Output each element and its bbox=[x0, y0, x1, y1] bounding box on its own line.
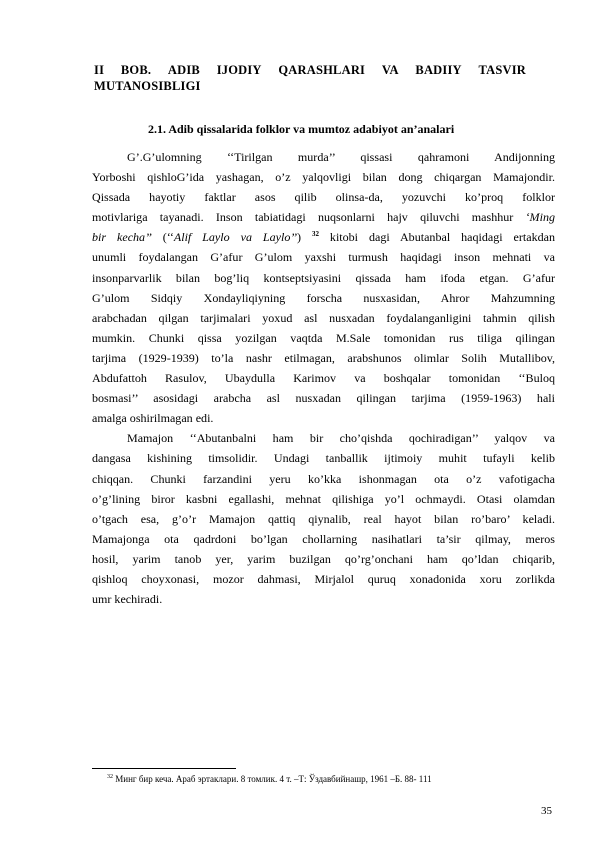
footnote-text: Минг бир кеча. Араб эртаклари. 8 томлик. 4 т. –Т: Ўздавбийнашр, 1961 –Б. 88- 111 bbox=[113, 774, 432, 784]
chapter-word: QARASHLARI bbox=[278, 63, 366, 77]
text-line: o’g’lining biror kasbni egallashi, mehnat qilishiga yo’l ochmaydi. Otasi olamdan bbox=[92, 491, 555, 506]
text-segment: kitobi dagi Abutanbal haqidagi ertakdan bbox=[318, 230, 555, 245]
book-title-italic: bir kecha’’ bbox=[92, 230, 152, 245]
chapter-word: II bbox=[94, 63, 105, 77]
text-line: tarjima (1929-1939) to’la nashr etilmagan, arabshunos olimlar Solih Mutallibov, bbox=[92, 350, 555, 365]
chapter-word: ADIB bbox=[167, 63, 200, 77]
text-line: umr kechiradi. bbox=[92, 592, 163, 607]
paragraph-2 bbox=[92, 428, 555, 609]
text-segment: (‘‘ bbox=[151, 230, 174, 245]
text-line: G’ulom Sidqiy Xondayliqiyning forscha nusxasidan, Ahror Mahzumning bbox=[92, 290, 555, 305]
footnote-number: 32 bbox=[107, 774, 113, 780]
book-title-italic: ‘Ming bbox=[513, 210, 555, 225]
chapter-title-line-1 bbox=[94, 62, 526, 78]
text-line bbox=[92, 207, 555, 227]
text-line: o’tgach esa, g’o’r Mamajon qattiq qiynalib, real hayot bilan ro’baro’ keladi. bbox=[92, 511, 555, 526]
text-line: insonparvarlik bilan bog’liq kontseptsiyasini qissada ham ifoda etgan. G’afur bbox=[92, 270, 555, 285]
text-line: hosil, yarim tanob yer, yarim buzilgan qo’rg’onchani ham qo’ldan chiqarib, bbox=[92, 551, 555, 566]
text-line: amalga oshirilmagan edi. bbox=[92, 411, 214, 426]
text-line: Mamajon ‘‘Abutanbalni ham bir cho’qishda qochiradigan’’ yalqov va bbox=[127, 431, 555, 446]
text-line: Yorboshi qishloG’ida yashagan, o’z yalqovligi bilan dong chiqargan Mamajondir. bbox=[92, 170, 555, 185]
body-text bbox=[92, 147, 555, 609]
text-line: bosmasi’’ asosidagi arabcha asl nusxadan qilingan tarjima (1959-1963) hali bbox=[92, 391, 555, 406]
text-line: unumli foydalangan G’afur G’ulom yaxshi turmush haqidagi inson mehnati va bbox=[92, 250, 555, 265]
chapter-word: TASVIR bbox=[478, 63, 526, 77]
chapter-word: VA bbox=[381, 63, 399, 77]
text-line: arabchadan qilgan tarjimalari yoxud asl nusxadan foydalanganligini tahmin qilish bbox=[92, 310, 555, 325]
section-title: 2.1. Adib qissalarida folklor va mumtoz adabiyot an’analari bbox=[148, 122, 455, 136]
chapter-word: BOB. bbox=[120, 63, 152, 77]
text-line: G’.G’ulomning ‘‘Tirilgan murda’’ qissasi qahramoni Andijonning bbox=[127, 150, 555, 164]
text-line: dangasa kishining timsolidir. Undagi tanballik ijtimoiy muhit tufayli kelib bbox=[92, 451, 555, 466]
text-line bbox=[92, 227, 555, 247]
text-line: chiqqan. Chunki farzandini yeru ko’kka ishonmagan ota o’z vafotigacha bbox=[92, 471, 555, 486]
paragraph-1 bbox=[92, 147, 555, 428]
text-line: Abdufattoh Rasulov, Ubaydulla Karimov va boshqalar tomonidan ‘‘Buloq bbox=[92, 371, 555, 386]
footnote-separator bbox=[92, 768, 236, 769]
text-line: Qissada hayotiy faktlar asos qilib olinsa-da, yozuvchi ko’proq folklor bbox=[92, 190, 555, 205]
page-number: 35 bbox=[541, 805, 552, 817]
text-line: qishloq choyxonasi, mozor dahmasi, Mirjalol quruq xonadonida xoru zorlikda bbox=[92, 571, 555, 586]
text-segment: ) bbox=[297, 230, 312, 245]
book-title-italic: Alif Laylo va Laylo’’ bbox=[173, 230, 298, 245]
text-line: Mamajonga ota qadrdoni bo’lgan chollarning nasihatlari ta’sir qilmay, meros bbox=[92, 531, 555, 546]
chapter-title-line-2: MUTANOSIBLIGI bbox=[94, 79, 201, 93]
text-line: mumkin. Chunki qissa yozilgan vaqtda M.Sale tomonidan rus tiliga qilingan bbox=[92, 330, 555, 345]
chapter-title bbox=[94, 62, 534, 94]
chapter-word: IJODIY bbox=[216, 63, 262, 77]
footnote-reference[interactable]: 32 bbox=[311, 230, 319, 239]
chapter-word: BADIIY bbox=[415, 63, 462, 77]
footnote bbox=[107, 771, 432, 785]
text-segment: motivlariga tayanadi. Inson tabiatidagi nuqsonlarni hajv qiluvchi mashhur bbox=[92, 210, 514, 225]
